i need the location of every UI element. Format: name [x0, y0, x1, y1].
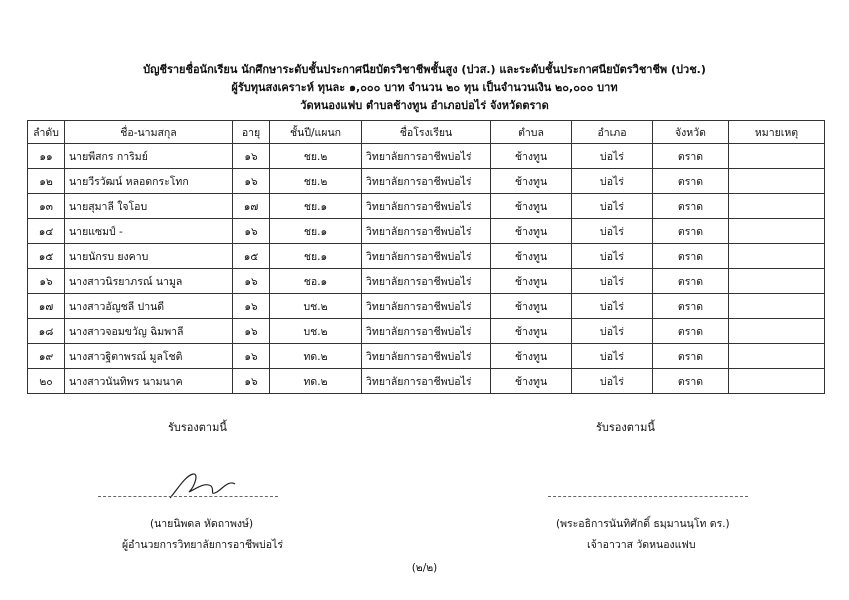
cell-note — [729, 169, 825, 194]
cell-age: ๑๗ — [233, 194, 270, 219]
signatory-position-left: ผู้อำนวยการวิทยาลัยการอาชีพบ่อไร่ — [122, 539, 283, 551]
cell-name: นายสุมาลี ใจโอบ — [65, 194, 233, 219]
cell-age: ๑๖ — [233, 269, 270, 294]
cell-subdistrict: ช้างทูน — [491, 219, 572, 244]
cell-level: ชอ.๑ — [270, 269, 362, 294]
cell-note — [729, 144, 825, 169]
col-header-province: จังหวัด — [653, 121, 729, 144]
cell-province: ตราด — [653, 294, 729, 319]
cell-note — [729, 194, 825, 219]
cell-age: ๑๖ — [233, 369, 270, 394]
cell-subdistrict: ช้างทูน — [491, 344, 572, 369]
cell-school: วิทยาลัยการอาชีพบ่อไร่ — [362, 169, 491, 194]
certification-right: รับรองตามนี้ — [596, 421, 655, 434]
cell-note — [729, 369, 825, 394]
document-title-line-1: บัญชีรายชื่อนักเรียน นักศึกษาระดับชั้นประกาศนียบัตรวิชาชีพชั้นสูง (ปวส.) และระดับชั้นประกาศนียบัตรวิชาชีพ (ปวช.) — [143, 63, 706, 76]
cell-school: วิทยาลัยการอาชีพบ่อไร่ — [362, 369, 491, 394]
cell-no: ๑๗ — [28, 294, 65, 319]
cell-province: ตราด — [653, 369, 729, 394]
table-row — [28, 144, 825, 169]
col-header-level: ชั้นปี/แผนก — [270, 121, 362, 144]
cell-name: นายนักรบ ยงคาบ — [65, 244, 233, 269]
table-row — [28, 244, 825, 269]
cell-province: ตราด — [653, 269, 729, 294]
cell-province: ตราด — [653, 244, 729, 269]
cell-subdistrict: ช้างทูน — [491, 194, 572, 219]
cell-name: นางสาวฐิตาพรณ์ มูลโชติ — [65, 344, 233, 369]
table-row — [28, 194, 825, 219]
cell-level: ชย.๑ — [270, 244, 362, 269]
cell-district: บ่อไร่ — [572, 244, 653, 269]
cell-subdistrict: ช้างทูน — [491, 269, 572, 294]
cell-level: ทด.๒ — [270, 344, 362, 369]
cell-level: ชย.๑ — [270, 194, 362, 219]
cell-subdistrict: ช้างทูน — [491, 244, 572, 269]
table-row — [28, 219, 825, 244]
cell-note — [729, 219, 825, 244]
cell-school: วิทยาลัยการอาชีพบ่อไร่ — [362, 344, 491, 369]
table-row — [28, 169, 825, 194]
cell-school: วิทยาลัยการอาชีพบ่อไร่ — [362, 294, 491, 319]
col-header-subdistrict: ตำบล — [491, 121, 572, 144]
cell-district: บ่อไร่ — [572, 269, 653, 294]
cell-no: ๑๑ — [28, 144, 65, 169]
col-header-school: ชื่อโรงเรียน — [362, 121, 491, 144]
certification-left: รับรองตามนี้ — [168, 421, 227, 434]
cell-school: วิทยาลัยการอาชีพบ่อไร่ — [362, 144, 491, 169]
cell-name: นายแซมป์ - — [65, 219, 233, 244]
cell-age: ๑๖ — [233, 169, 270, 194]
table-header-row — [28, 121, 825, 144]
cell-level: บช.๒ — [270, 294, 362, 319]
cell-school: วิทยาลัยการอาชีพบ่อไร่ — [362, 269, 491, 294]
cell-name: นายวีรวัฒน์ หลอดกระโทก — [65, 169, 233, 194]
cell-district: บ่อไร่ — [572, 319, 653, 344]
col-header-district: อำเภอ — [572, 121, 653, 144]
signatory-position-right: เจ้าอาวาส วัดหนองแฟบ — [587, 539, 696, 551]
cell-no: ๑๓ — [28, 194, 65, 219]
cell-name: นายพีสกร การิมย์ — [65, 144, 233, 169]
cell-province: ตราด — [653, 169, 729, 194]
cell-no: ๑๒ — [28, 169, 65, 194]
table-row — [28, 294, 825, 319]
cell-district: บ่อไร่ — [572, 144, 653, 169]
cell-subdistrict: ช้างทูน — [491, 294, 572, 319]
cell-age: ๑๖ — [233, 319, 270, 344]
cell-school: วิทยาลัยการอาชีพบ่อไร่ — [362, 219, 491, 244]
cell-district: บ่อไร่ — [572, 194, 653, 219]
cell-note — [729, 294, 825, 319]
cell-district: บ่อไร่ — [572, 219, 653, 244]
cell-note — [729, 344, 825, 369]
cell-note — [729, 269, 825, 294]
cell-school: วิทยาลัยการอาชีพบ่อไร่ — [362, 244, 491, 269]
cell-district: บ่อไร่ — [572, 169, 653, 194]
signatory-name-right: (พระอธิการนันทิศักดิ์ ธมฺมานนฺโท ดร.) — [556, 518, 730, 530]
cell-name: นางสาวนันทิพร นามนาค — [65, 369, 233, 394]
cell-age: ๑๕ — [233, 244, 270, 269]
cell-level: ทด.๒ — [270, 369, 362, 394]
cell-subdistrict: ช้างทูน — [491, 369, 572, 394]
cell-no: ๑๖ — [28, 269, 65, 294]
cell-no: ๑๕ — [28, 244, 65, 269]
cell-no: ๑๙ — [28, 344, 65, 369]
student-table — [27, 120, 825, 394]
col-header-no: ลำดับ — [28, 121, 65, 144]
cell-age: ๑๖ — [233, 294, 270, 319]
cell-level: บช.๒ — [270, 319, 362, 344]
cell-name: นางสาวอัญชลี ปานดี — [65, 294, 233, 319]
cell-no: ๑๔ — [28, 219, 65, 244]
table-row — [28, 369, 825, 394]
cell-subdistrict: ช้างทูน — [491, 169, 572, 194]
table-row — [28, 344, 825, 369]
cell-level: ชย.๑ — [270, 219, 362, 244]
cell-age: ๑๖ — [233, 344, 270, 369]
table-row — [28, 269, 825, 294]
cell-school: วิทยาลัยการอาชีพบ่อไร่ — [362, 194, 491, 219]
cell-district: บ่อไร่ — [572, 294, 653, 319]
signature-line-right — [548, 496, 748, 497]
cell-no: ๑๘ — [28, 319, 65, 344]
cell-subdistrict: ช้างทูน — [491, 319, 572, 344]
cell-province: ตราด — [653, 344, 729, 369]
cell-age: ๑๖ — [233, 144, 270, 169]
cell-name: นางสาวนิรยาภรณ์ นามูล — [65, 269, 233, 294]
cell-name: นางสาวจอมขวัญ ฉิมพาลี — [65, 319, 233, 344]
cell-school: วิทยาลัยการอาชีพบ่อไร่ — [362, 319, 491, 344]
document-title-line-2: ผู้รับทุนสงเคราะห์ ทุนละ ๑,๐๐๐ บาท จำนวน ๒๐ ทุน เป็นจำนวนเงิน ๒๐,๐๐๐ บาท — [231, 81, 618, 94]
col-header-name: ชื่อ-นามสกุล — [65, 121, 233, 144]
cell-level: ชย.๒ — [270, 144, 362, 169]
cell-note — [729, 244, 825, 269]
cell-province: ตราด — [653, 319, 729, 344]
cell-district: บ่อไร่ — [572, 344, 653, 369]
cell-province: ตราด — [653, 144, 729, 169]
signature-line-left — [98, 496, 278, 497]
col-header-note: หมายเหตุ — [729, 121, 825, 144]
document-title-line-3: วัดหนองแฟบ ตำบลช้างทูน อำเภอบ่อไร่ จังหวัดตราด — [300, 99, 549, 112]
cell-age: ๑๖ — [233, 219, 270, 244]
cell-subdistrict: ช้างทูน — [491, 144, 572, 169]
cell-no: ๒๐ — [28, 369, 65, 394]
cell-district: บ่อไร่ — [572, 369, 653, 394]
cell-province: ตราด — [653, 219, 729, 244]
cell-province: ตราด — [653, 194, 729, 219]
signatory-name-left: (นายนิพดล หัดถาพงษ์) — [150, 518, 254, 530]
handwritten-signature — [165, 470, 245, 502]
table-row — [28, 319, 825, 344]
page-number: (๒/๒) — [411, 562, 438, 574]
cell-note — [729, 319, 825, 344]
cell-level: ชย.๒ — [270, 169, 362, 194]
col-header-age: อายุ — [233, 121, 270, 144]
